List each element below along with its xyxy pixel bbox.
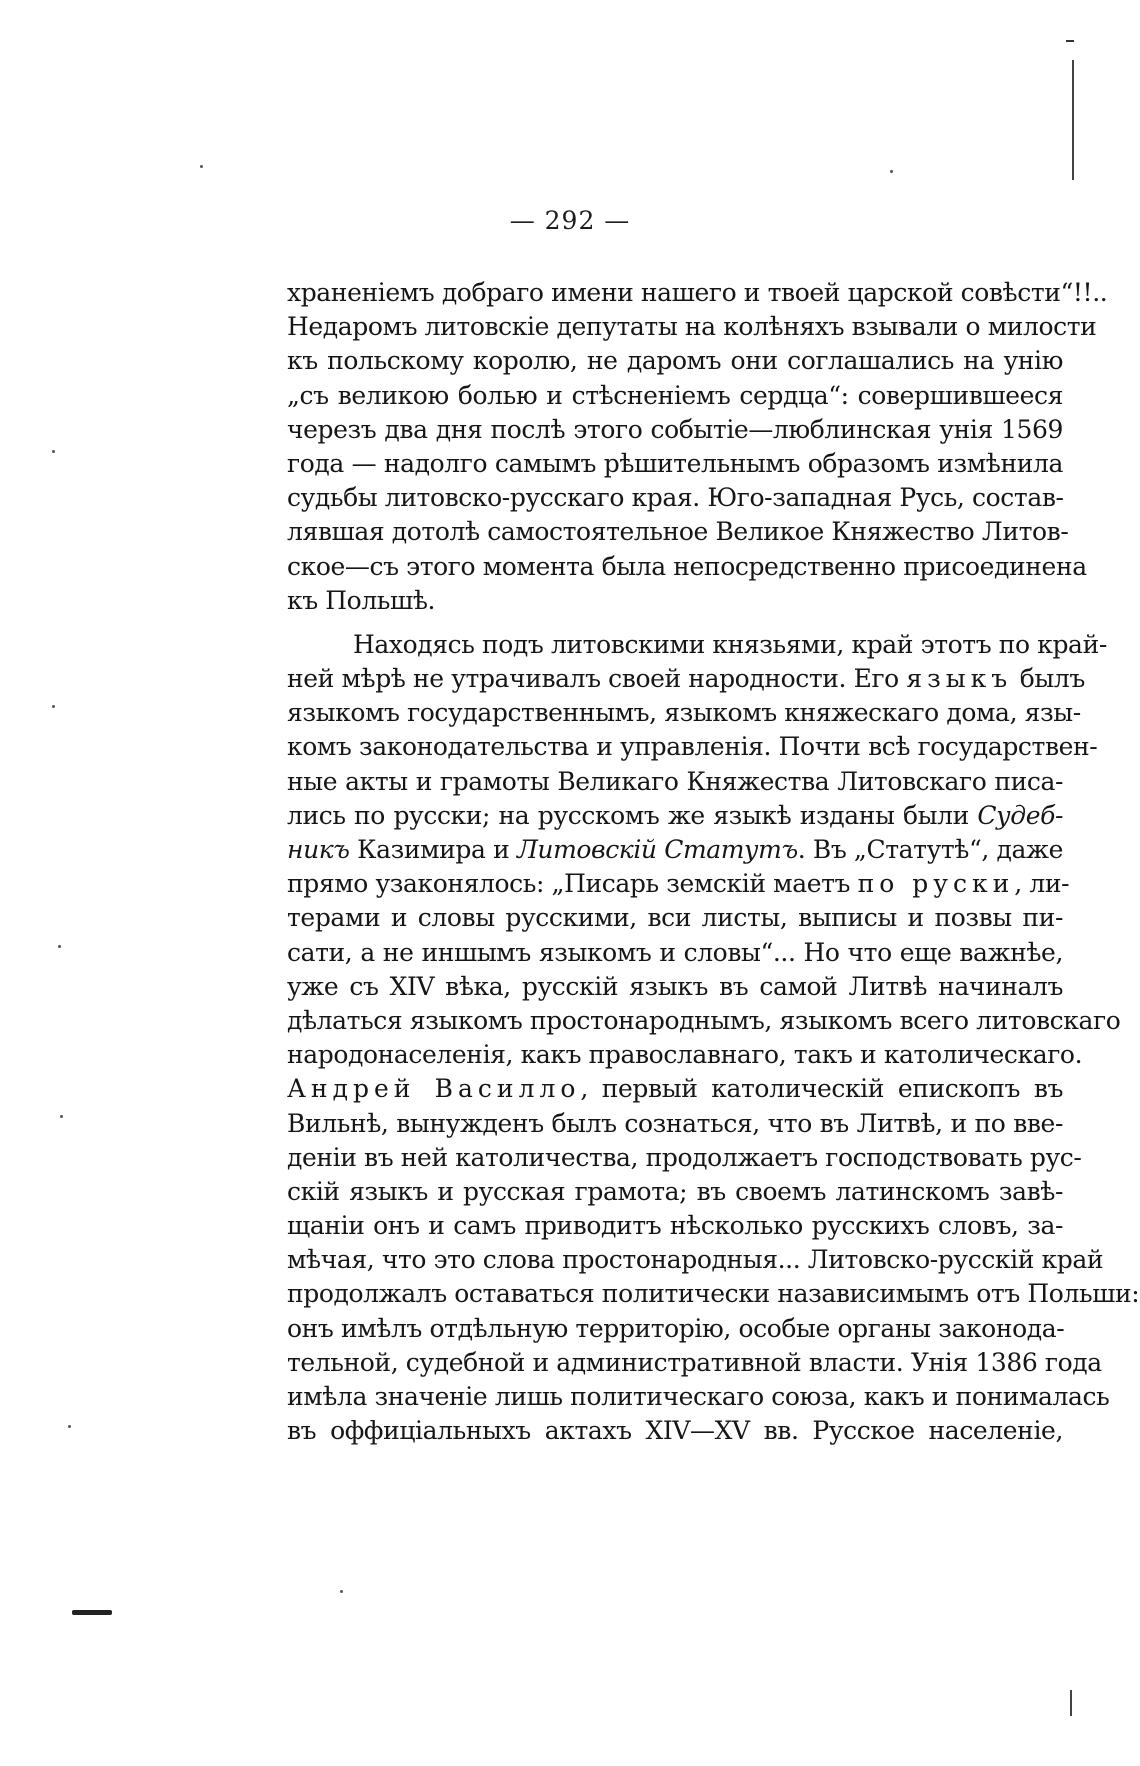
text-line: храненіемъ добраго имени нашего и твоей царской совѣсти“!!.. <box>287 278 1108 307</box>
paper-speck <box>68 1425 71 1428</box>
text-line <box>287 799 1063 833</box>
text-segment: Казимира и <box>349 835 517 864</box>
text-line: ское—съ этого момента была непосредственно присоединена <box>287 551 1087 581</box>
text-line: черезъ два дня послѣ этого событіе—люблинская унія 1569 <box>287 414 1063 444</box>
text-line <box>287 833 1063 867</box>
margin-rule-bottom <box>1070 1690 1072 1716</box>
text-line: продолжалъ оставаться политически назависимымъ отъ Польши: <box>287 1279 1140 1309</box>
text-line: Находясь подъ литовскими князьями, край этотъ по край- <box>353 629 1107 659</box>
text-line: къ Польшѣ. <box>287 585 436 615</box>
paragraph-2 <box>287 628 1140 1449</box>
text-line: года — надолго самымъ рѣшительнымъ образомъ измѣнила <box>287 448 1063 478</box>
text-line: комъ законодательства и управленія. Почти всѣ государствен- <box>287 732 1098 762</box>
text-line: щаніи онъ и самъ приводитъ нѣсколько русскихъ словъ, за- <box>287 1211 1063 1241</box>
paper-speck <box>340 1590 343 1593</box>
text-segment: былъ <box>1012 664 1085 694</box>
paragraph-gap <box>287 618 1063 628</box>
italic-title: Судеб- <box>977 800 1063 830</box>
paper-speck <box>60 1115 63 1118</box>
text-line <box>287 867 1070 901</box>
spaced-emphasis: Андрей Василло <box>287 1074 581 1104</box>
italic-title: никъ <box>287 835 350 864</box>
text-line: тельной, судебной и административной власти. Унія 1386 года <box>287 1347 1102 1377</box>
spaced-emphasis: по руски <box>857 869 1015 899</box>
text-segment: . Въ „Статутѣ“, даже <box>797 835 1063 864</box>
text-line: судьбы литовско-русскаго края. Юго-западная Русь, состав- <box>287 483 1064 513</box>
paper-speck <box>890 170 893 173</box>
text-segment: , первый католическій епископъ въ <box>580 1074 1063 1104</box>
text-line: онъ имѣлъ отдѣльную территорію, особые органы законода- <box>287 1313 1065 1343</box>
text-segment: , ли- <box>1014 869 1070 899</box>
paragraph-1 <box>287 276 1108 618</box>
italic-title: Литовскій Статутъ <box>516 835 798 864</box>
text-line <box>287 662 1085 696</box>
text-line: имѣла значеніе лишь политическаго союза, какъ и понималась <box>287 1382 1110 1411</box>
margin-tick <box>1066 40 1074 42</box>
text-line <box>287 1072 1063 1106</box>
text-line: ные акты и грамоты Великаго Княжества Литовскаго писа- <box>287 766 1063 796</box>
margin-dash-mark <box>72 1610 112 1615</box>
paper-speck <box>200 165 203 168</box>
text-line: „съ великою болью и стѣсненіемъ сердца“: совершившееся <box>287 380 1063 410</box>
text-line: къ польскому королю, не даромъ они соглашались на унію <box>287 346 1063 376</box>
paper-speck <box>52 705 55 708</box>
spaced-emphasis: языкъ <box>906 664 1013 694</box>
text-line: терами и словы русскими, вси листы, выписы и позвы пи- <box>287 903 1063 933</box>
text-segment: лись по русски; на русскомъ же языкѣ изданы были <box>287 800 978 830</box>
text-line: народонаселенія, какъ православнаго, такъ и католическаго. <box>287 1040 1083 1070</box>
text-line: Вильнѣ, вынужденъ былъ сознаться, что въ Литвѣ, и по вве- <box>287 1108 1063 1138</box>
paper-speck <box>52 450 55 453</box>
text-line: языкомъ государственнымъ, языкомъ княжескаго дома, язы- <box>287 698 1081 728</box>
page-number: — 292 — <box>509 206 631 235</box>
paper-speck <box>58 945 61 948</box>
text-line: Недаромъ литовскіе депутаты на колѣняхъ взывали о милости <box>287 312 1097 342</box>
text-line: деніи въ ней католичества, продолжаетъ господствовать рус- <box>287 1142 1082 1172</box>
text-segment: прямо узаконялось: „Писарь земскій маетъ <box>287 869 858 899</box>
text-line: мѣчая, что это слова простонародныя... Литовско-русскій край <box>287 1245 1104 1275</box>
text-line: скій языкъ и русская грамота; въ своемъ латинскомъ завѣ- <box>287 1176 1063 1206</box>
text-segment: ней мѣрѣ не утрачивалъ своей народности. Его <box>287 664 907 694</box>
margin-rule-top <box>1072 60 1074 180</box>
text-line: сати, а не иншымъ языкомъ и словы“... Но что еще важнѣе, <box>287 937 1063 967</box>
text-line: дѣлаться языкомъ простонароднымъ, языкомъ всего литовскаго <box>287 1005 1121 1035</box>
text-line: уже съ XIV вѣка, русскій языкъ въ самой Литвѣ начиналъ <box>287 971 1063 1001</box>
body-text <box>287 276 1140 1448</box>
text-line: въ оффиціальныхъ актахъ XIV—XV вв. Русское населеніе, <box>287 1416 1063 1446</box>
text-line: лявшая дотолѣ самостоятельное Великое Княжество Литов- <box>287 517 1069 547</box>
